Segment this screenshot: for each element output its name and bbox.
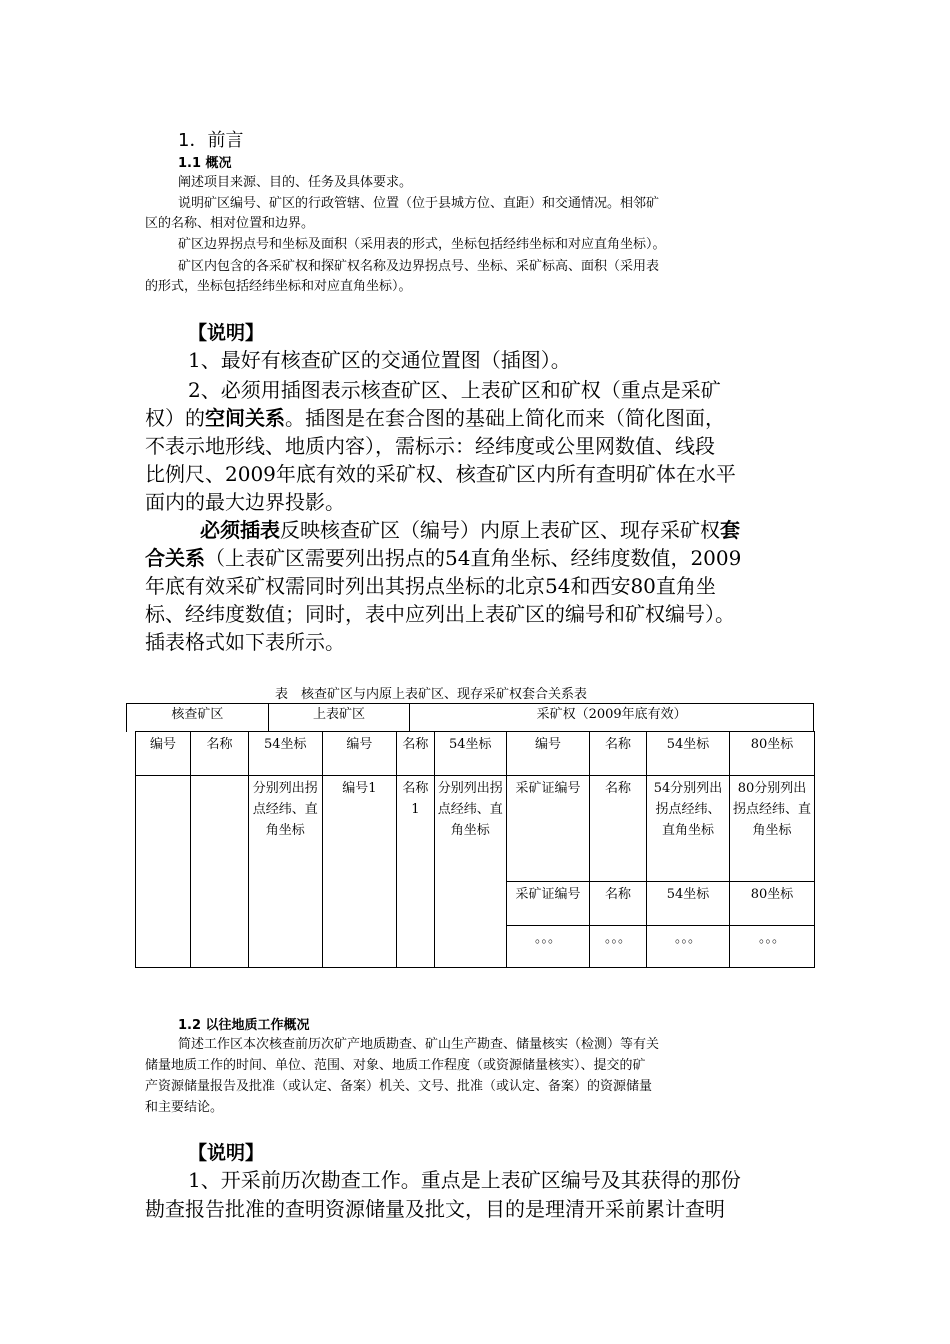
note-line: 年底有效采矿权需同时列出其拐点坐标的北京54和西安80直角坐 [145, 574, 716, 598]
paragraph: 矿区边界拐点号和坐标及面积（采用表的形式，坐标包括经纬坐标和对应直角坐标）。 [178, 237, 666, 252]
note-line: 不表示地形线、地质内容），需标示：经纬度或公里网数值、线段 [145, 434, 715, 458]
paragraph: 说明矿区编号、矿区的行政管辖、位置（位于县城方位、直距）和交通情况。相邻矿 [178, 196, 660, 211]
group-header: 上表矿区 [268, 704, 410, 732]
paragraph: 区的名称、相对位置和边界。 [145, 216, 315, 231]
table-cell: 名称 [590, 882, 647, 926]
table-cell [136, 776, 191, 968]
column-header: 名称 [190, 732, 248, 776]
table-cell: 。。。 [507, 926, 590, 968]
table-cell: 分别列出拐点经纬、直角坐标 [248, 776, 322, 968]
relation-table-body [135, 731, 815, 968]
paragraph: 的形式，坐标包括经纬坐标和对应直角坐标）。 [145, 279, 412, 294]
note-line: 比例尺、2009年底有效的采矿权、核查矿区内所有查明矿体在水平 [145, 462, 736, 486]
table-cell: 54分别列出拐点经纬、直角坐标 [647, 776, 730, 882]
table-caption: 表 核查矿区与内原上表矿区、现存采矿权套合关系表 [275, 687, 588, 702]
column-header: 名称 [590, 732, 647, 776]
paragraph: 简述工作区本次核查前历次矿产地质勘查、矿山生产勘查、储量核实（检测）等有关 [178, 1037, 660, 1052]
subsection-title: 1.1 概况 [178, 156, 232, 171]
paragraph: 产资源储量报告及批准（或认定、备案）机关、文号、批准（或认定、备案）的资源储量 [145, 1079, 653, 1094]
table-cell: 名称 [590, 776, 647, 882]
note-line: 勘查报告批准的查明资源储量及批文，目的是理清开采前累计查明 [145, 1197, 725, 1221]
column-header: 编号 [322, 732, 397, 776]
relation-table [126, 703, 814, 732]
group-header: 采矿权（2009年底有效） [410, 704, 814, 732]
group-header: 核查矿区 [127, 704, 269, 732]
table-cell: 名称1 [397, 776, 434, 968]
table-cell: 80坐标 [729, 882, 814, 926]
column-header: 54坐标 [647, 732, 730, 776]
note-line: 合关系（上表矿区需要列出拐点的54直角坐标、经纬度数值，2009 [145, 546, 742, 570]
note-title: 【说明】 [188, 1142, 265, 1164]
column-header: 54坐标 [434, 732, 507, 776]
paragraph: 阐述项目来源、目的、任务及具体要求。 [178, 175, 413, 190]
table-cell: 。。。 [647, 926, 730, 968]
paragraph: 矿区内包含的各采矿权和探矿权名称及边界拐点号、坐标、采矿标高、面积（采用表 [178, 259, 660, 274]
column-header: 名称 [397, 732, 434, 776]
paragraph: 储量地质工作的时间、单位、范围、对象、地质工作程度（或资源储量核实）、提交的矿 [145, 1058, 646, 1073]
table-cell: 。。。 [729, 926, 814, 968]
column-header: 80坐标 [729, 732, 814, 776]
table-cell: 80分别列出拐点经纬、直角坐标 [729, 776, 814, 882]
note-line: 1、开采前历次勘查工作。重点是上表矿区编号及其获得的那份 [188, 1168, 741, 1192]
table-cell: 编号1 [322, 776, 397, 968]
paragraph: 和主要结论。 [145, 1100, 224, 1115]
note-line: 2、必须用插图表示核查矿区、上表矿区和矿权（重点是采矿 [188, 378, 721, 402]
note-line: 必须插表反映核查矿区（编号）内原上表矿区、现存采矿权套 [200, 518, 740, 542]
column-header: 编号 [136, 732, 191, 776]
note-line: 插表格式如下表所示。 [145, 630, 345, 654]
note-line: 标、经纬度数值；同时，表中应列出上表矿区的编号和矿权编号）。 [145, 602, 735, 626]
table-cell: 采矿证编号 [507, 882, 590, 926]
table-cell: 。。。 [590, 926, 647, 968]
table-cell: 分别列出拐点经纬、直角坐标 [434, 776, 507, 968]
subsection-title: 1.2 以往地质工作概况 [178, 1018, 310, 1033]
column-header: 54坐标 [248, 732, 322, 776]
section-title: 1．前言 [178, 130, 244, 151]
table-cell [190, 776, 248, 968]
note-line: 面内的最大边界投影。 [145, 490, 345, 514]
note-line: 1、最好有核查矿区的交通位置图（插图）。 [188, 348, 571, 372]
table-cell: 采矿证编号 [507, 776, 590, 882]
note-title: 【说明】 [188, 322, 265, 344]
table-cell: 54坐标 [647, 882, 730, 926]
column-header: 编号 [507, 732, 590, 776]
note-line: 权）的空间关系。插图是在套合图的基础上简化而来（简化图面， [145, 406, 725, 430]
